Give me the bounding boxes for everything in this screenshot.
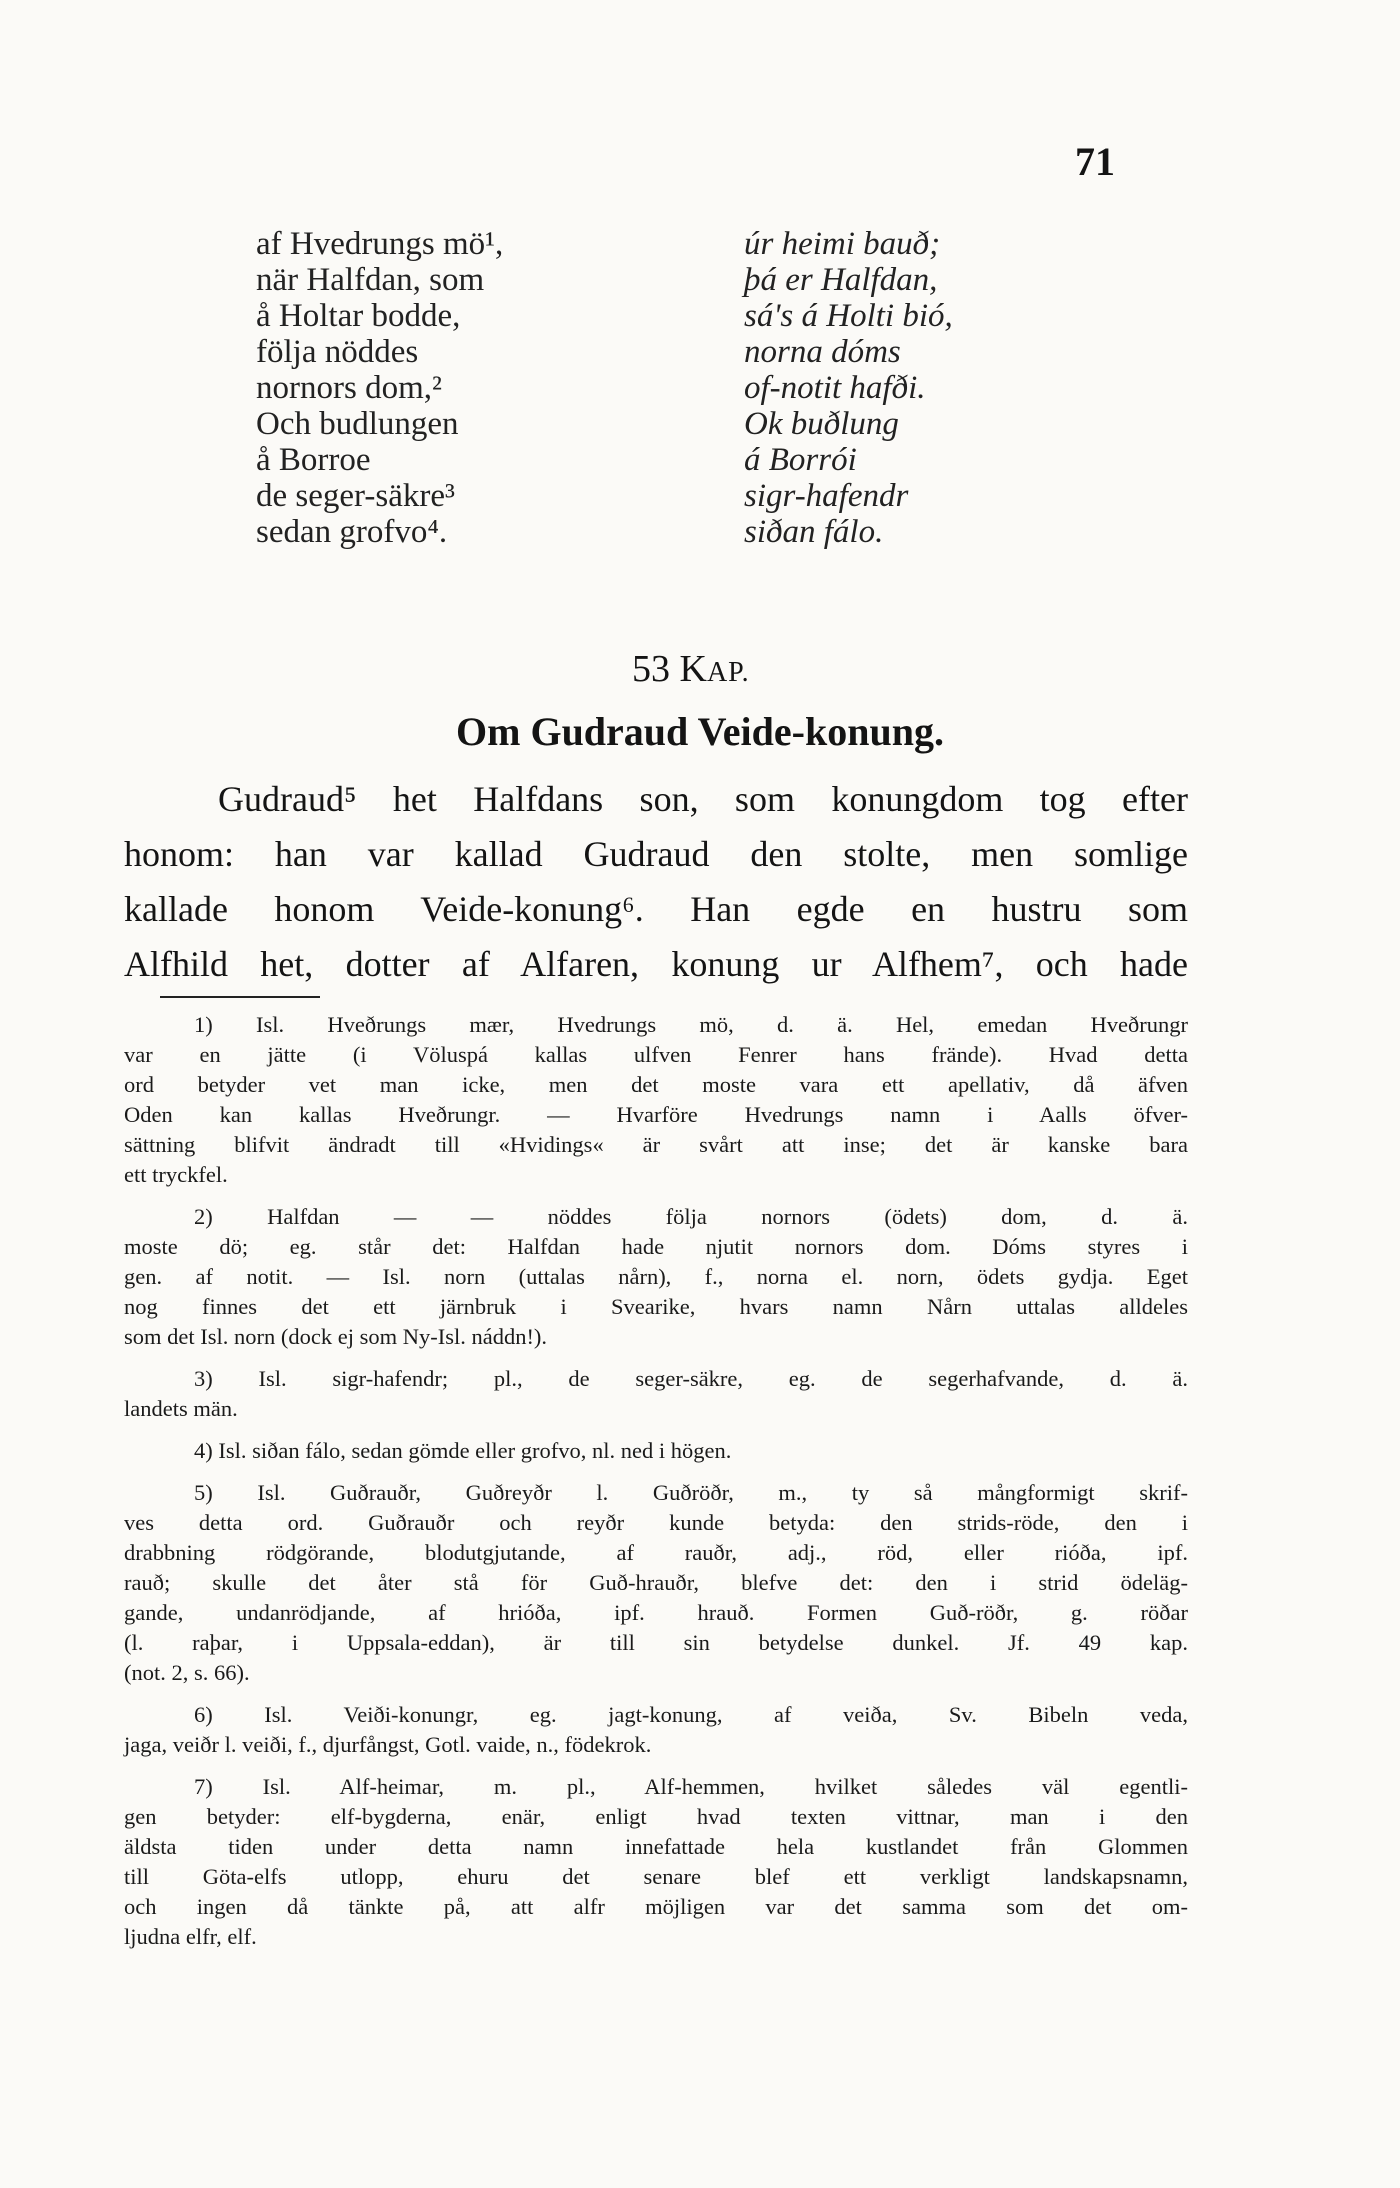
footnote-line: som det Isl. norn (dock ej som Ny-Isl. náddn!). [124, 1324, 548, 1349]
poem-line: þá er Halfdan, [744, 262, 938, 298]
footnote-line: gen betyder: elf-bygderna, enär, enligt hvad texten vittnar, man i den [124, 1804, 1188, 1829]
footnote-line: rauð; skulle det åter stå för Guð-hrauðr, blefve det: den i strid ödeläg- [124, 1570, 1188, 1595]
chapter-label-initial: K [679, 648, 707, 690]
footnote-line: nog finnes det ett järnbruk i Svearike, hvars namn Nårn uttalas alldeles [124, 1294, 1188, 1319]
poem-line: sedan grofvo⁴. [256, 514, 448, 550]
footnote-line: landets män. [124, 1396, 238, 1421]
footnote-line: 6) Isl. Veiði-konungr, eg. jagt-konung, af veiða, Sv. Bibeln veda, [194, 1702, 1188, 1727]
poem-line: Och budlungen [256, 406, 459, 442]
body-line: Gudraud⁵ het Halfdans son, som konungdom tog efter [218, 779, 1188, 819]
chapter-label-rest: AP. [706, 657, 750, 688]
body-line: honom: han var kallad Gudraud den stolte, men somlige [124, 834, 1188, 874]
footnotes [124, 1010, 1188, 1952]
footnote-line: moste dö; eg. står det: Halfdan hade njutit nornors dom. Dóms styres i [124, 1234, 1188, 1259]
footnote-line: (not. 2, s. 66). [124, 1660, 250, 1685]
footnote-line: 1) Isl. Hveðrungs mær, Hvedrungs mö, d. ä. Hel, emedan Hveðrungr [194, 1012, 1188, 1037]
poem-line: siðan fálo. [744, 514, 884, 550]
footnote-line: var en jätte (i Völuspá kallas ulfven Fenrer hans frände). Hvad detta [124, 1042, 1188, 1067]
poem-swedish [256, 226, 503, 550]
body-line: kallade honom Veide-konung⁶. Han egde en hustru som [124, 889, 1188, 929]
footnote-line: jaga, veiðr l. veiði, f., djurfångst, Gotl. vaide, n., födekrok. [124, 1732, 652, 1757]
footnote-line: 2) Halfdan — — nöddes följa nornors (ödets) dom, d. ä. [194, 1204, 1188, 1229]
footnote-separator [160, 996, 320, 998]
body-line: Alfhild het, dotter af Alfaren, konung ur Alfhem⁷, och hade [124, 944, 1188, 984]
poem-line: å Borroe [256, 442, 371, 478]
footnote-line: drabbning rödgörande, blodutgjutande, af rauðr, adj., röd, eller rióða, ipf. [124, 1540, 1188, 1565]
footnote-line: och ingen då tänkte på, att alfr möjligen var det samma som det om- [124, 1894, 1188, 1919]
chapter-title: Om Gudraud Veide-konung. [456, 709, 944, 754]
poem-line: å Holtar bodde, [256, 298, 461, 334]
poem-line: sigr-hafendr [744, 478, 909, 514]
poem-line: de seger-säkre³ [256, 478, 455, 514]
footnote-line: äldsta tiden under detta namn innefattade hela kustlandet från Glommen [124, 1834, 1188, 1859]
poem-line: sá's á Holti bió, [744, 298, 953, 334]
poem-line: á Borrói [744, 442, 857, 478]
page-number: 71 [1075, 139, 1115, 184]
poem-line: följa nöddes [256, 334, 419, 370]
footnote-line: (l. raþar, i Uppsala-eddan), är till sin betydelse dunkel. Jf. 49 kap. [124, 1630, 1188, 1655]
footnote-line: Oden kan kallas Hveðrungr. — Hvarföre Hvedrungs namn i Aalls öfver- [124, 1102, 1188, 1127]
poem-line: úr heimi bauð; [744, 226, 941, 262]
poem-line: of-notit hafði. [744, 370, 926, 406]
poem-line: af Hvedrungs mö¹, [256, 226, 504, 262]
footnote-line: ett tryckfel. [124, 1162, 228, 1187]
poem-old-norse [744, 226, 953, 550]
footnote-line: ljudna elfr, elf. [124, 1924, 257, 1949]
footnote-line: till Göta-elfs utlopp, ehuru det senare blef ett verkligt landskapsnamn, [124, 1864, 1188, 1889]
footnote-line: ord betyder vet man icke, men det moste vara ett apellativ, då äfven [124, 1072, 1188, 1097]
chapter-number-value: 53 [632, 648, 670, 690]
footnote-line: sättning blifvit ändradt till «Hvidings« är svårt att inse; det är kanske bara [124, 1132, 1188, 1157]
chapter-number [632, 647, 750, 691]
footnote-line: 4) Isl. siðan fálo, sedan gömde eller grofvo, nl. ned i högen. [194, 1438, 732, 1463]
poem-line: nornors dom,² [256, 370, 442, 406]
footnote-line: 5) Isl. Guðrauðr, Guðreyðr l. Guðröðr, m., ty så mångformigt skrif- [194, 1480, 1188, 1505]
footnote-line: 3) Isl. sigr-hafendr; pl., de seger-säkre, eg. de segerhafvande, d. ä. [194, 1366, 1188, 1391]
poem-line: när Halfdan, som [256, 262, 485, 298]
footnote-line: gande, undanrödjande, af hrióða, ipf. hrauð. Formen Guð-röðr, g. röðar [124, 1600, 1188, 1625]
footnote-line: gen. af notit. — Isl. norn (uttalas nårn), f., norna el. norn, ödets gydja. Eget [124, 1264, 1188, 1289]
footnote-line: 7) Isl. Alf-heimar, m. pl., Alf-hemmen, hvilket således väl egentli- [194, 1774, 1188, 1799]
body-paragraph [124, 772, 1188, 992]
poem-line: norna dóms [744, 334, 901, 370]
poem-line: Ok buðlung [744, 406, 899, 442]
footnote-line: ves detta ord. Guðrauðr och reyðr kunde betyda: den strids-röde, den i [124, 1510, 1188, 1535]
